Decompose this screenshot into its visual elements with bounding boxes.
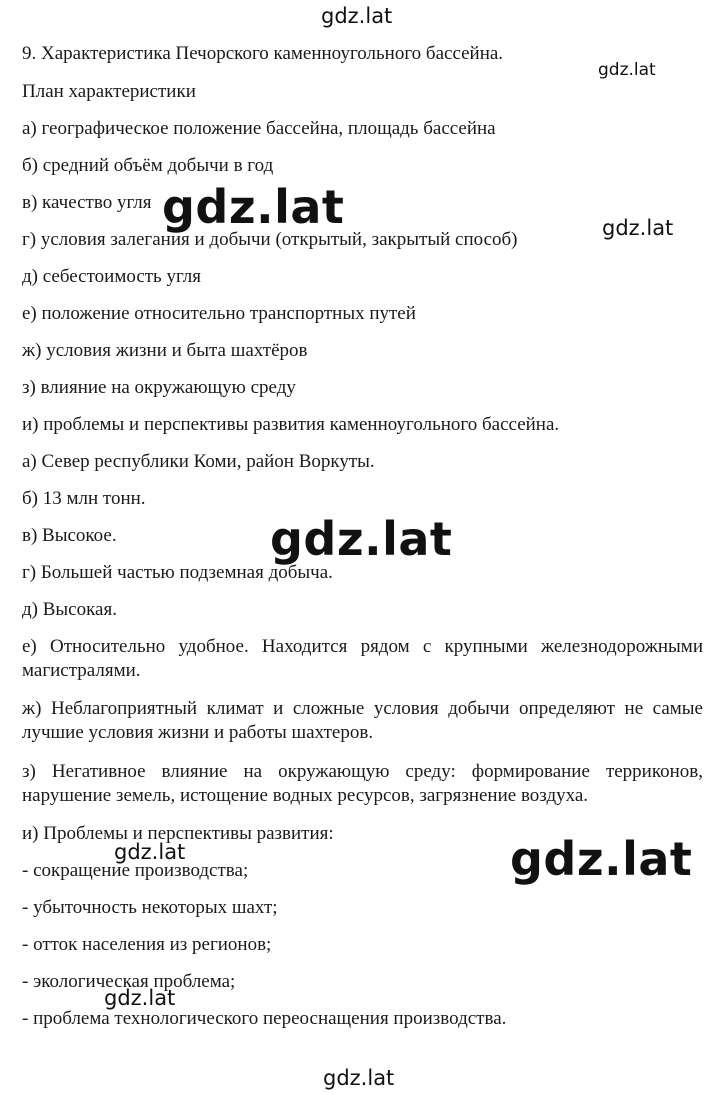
answer-item: ж) Неблагоприятный климат и сложные условия добычи определяют не самые лучшие условия жизни и работы шахтеров. <box>22 698 703 743</box>
task-title: 9. Характеристика Печорского каменноугольного бассейна. <box>22 43 504 64</box>
answer-item: б) 13 млн тонн. <box>22 488 146 509</box>
watermark-right-mid: gdz.lat <box>602 216 674 240</box>
plan-item: з) влияние на окружающую среду <box>22 377 296 398</box>
plan-item: ж) условия жизни и быта шахтёров <box>22 340 308 361</box>
answer-item: е) Относительно удобное. Находится рядом с крупными железнодорожными магистралями. <box>22 636 703 681</box>
watermark-large-1: gdz.lat <box>162 180 345 234</box>
answer-item: а) Север республики Коми, район Воркуты. <box>22 451 375 472</box>
watermark-top: gdz.lat <box>321 4 393 28</box>
plan-item: а) географическое положение бассейна, площадь бассейна <box>22 118 496 139</box>
problem-item: - отток населения из регионов; <box>22 934 272 955</box>
problem-item: - экологическая проблема; <box>22 971 236 992</box>
problem-item: - убыточность некоторых шахт; <box>22 897 278 918</box>
plan-item: д) себестоимость угля <box>22 266 202 287</box>
watermark-left-low: gdz.lat <box>104 986 176 1010</box>
watermark-right-small: gdz.lat <box>598 60 656 80</box>
answer-item: в) Высокое. <box>22 525 117 546</box>
plan-item: б) средний объём добычи в год <box>22 155 274 176</box>
answer-item: г) Большей частью подземная добыча. <box>22 562 333 583</box>
watermark-large-3: gdz.lat <box>510 832 693 886</box>
problem-item: - проблема технологического переоснащения производства. <box>22 1008 507 1029</box>
answer-item: и) Проблемы и перспективы развития: <box>22 823 334 844</box>
plan-item: г) условия залегания и добычи (открытый, закрытый способ) <box>22 229 518 250</box>
plan-item: в) качество угля <box>22 192 152 213</box>
watermark-bottom: gdz.lat <box>323 1066 395 1090</box>
plan-item: и) проблемы и перспективы развития каменноугольного бассейна. <box>22 414 560 435</box>
plan-heading: План характеристики <box>22 81 196 102</box>
answer-item: д) Высокая. <box>22 599 117 620</box>
plan-item: е) положение относительно транспортных путей <box>22 303 416 324</box>
watermark-large-2: gdz.lat <box>270 512 453 566</box>
watermark-left-mid: gdz.lat <box>114 840 186 864</box>
answer-item: з) Негативное влияние на окружающую среду: формирование терриконов, нарушение земель, истощение водных ресурсов, загрязнение воздуха. <box>22 761 703 806</box>
problem-item: - сокращение производства; <box>22 860 249 881</box>
